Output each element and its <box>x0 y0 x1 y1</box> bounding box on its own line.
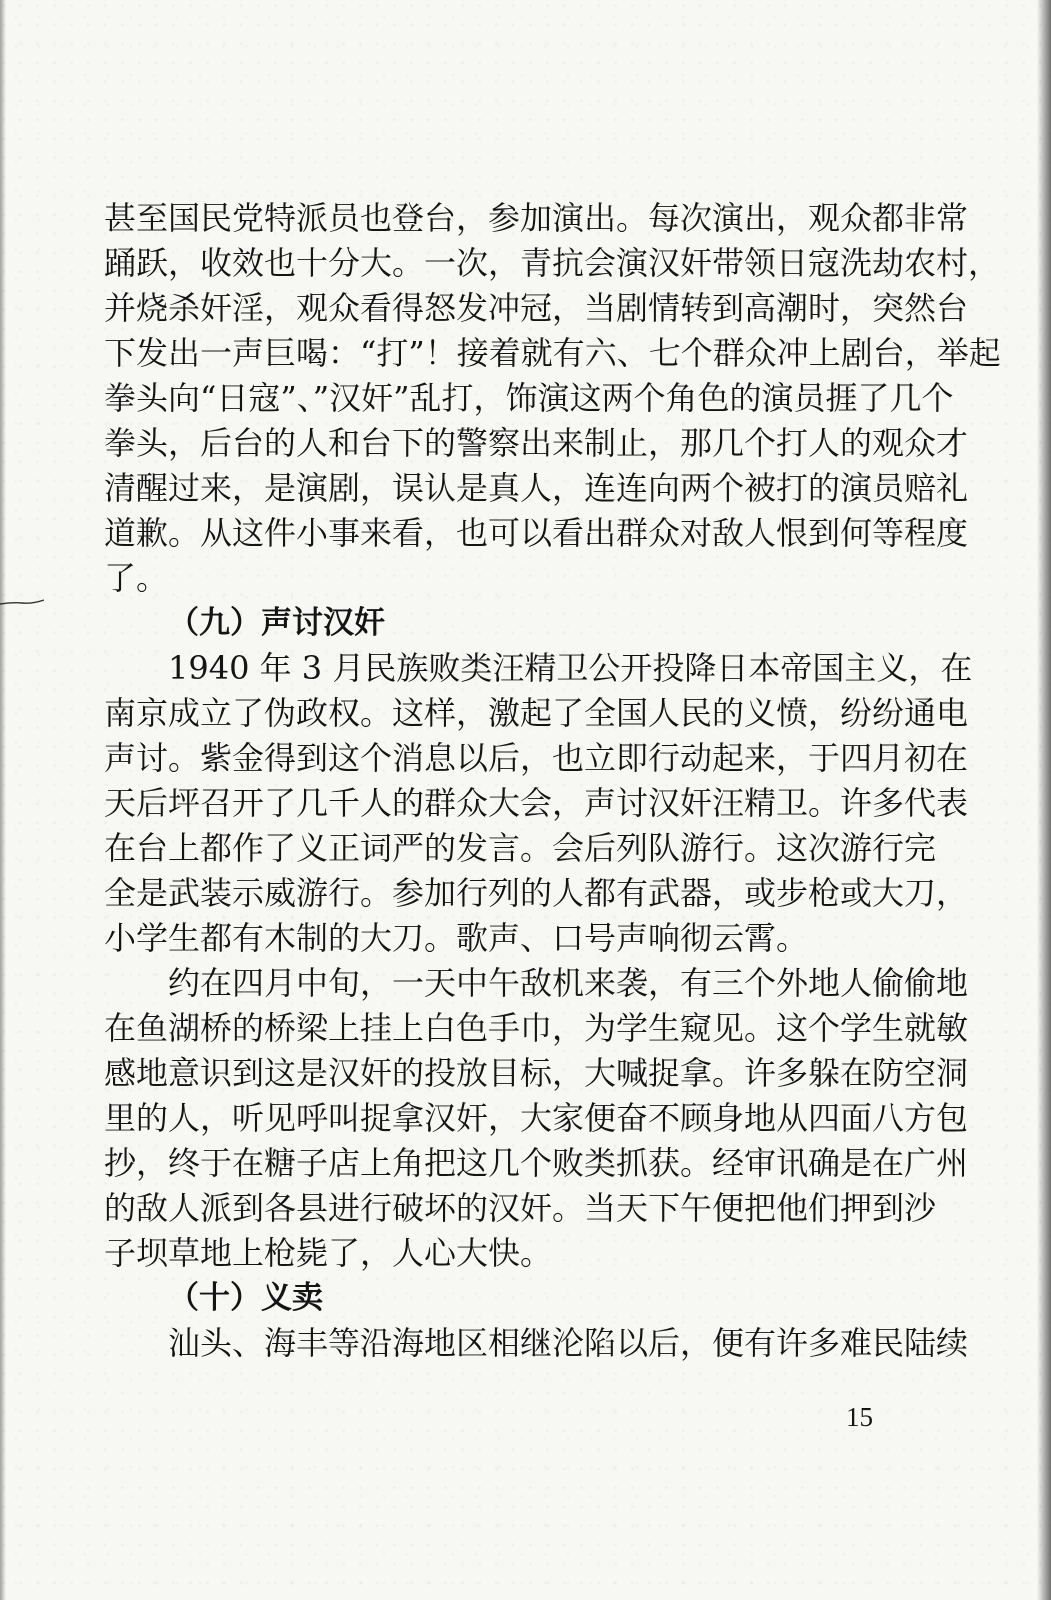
text-line: 踊跃，收效也十分大。一次，青抗会演汉奸带领日寇洗劫农村， <box>104 244 1001 282</box>
text-line: 感地意识到这是汉奸的投放目标，大喊捉拿。许多躲在防空洞 <box>104 1054 969 1092</box>
text-line: 里的人，听见呼叫捉拿汉奸，大家便奋不顾身地从四面八方包 <box>104 1099 969 1137</box>
margin-pen-mark <box>0 598 44 608</box>
text-line: 拳头向“日寇”、”汉奸”乱打，饰演这两个角色的演员捱了几个 <box>104 379 954 417</box>
text-line: 在台上都作了义正词严的发言。会后列队游行。这次游行完 <box>104 829 937 867</box>
text-line: 子坝草地上枪毙了，人心大快。 <box>104 1234 553 1272</box>
text-line: 并烧杀奸淫，观众看得怒发冲冠，当剧情转到高潮时，突然台 <box>104 289 969 327</box>
page-number: 15 <box>846 1402 873 1432</box>
section-heading-9: （九）声讨汉奸 <box>168 605 385 641</box>
text-line: 道歉。从这件小事来看，也可以看出群众对敌人恨到何等程度 <box>104 514 969 552</box>
text-line: 拳头，后台的人和台下的警察出来制止，那几个打人的观众才 <box>104 424 969 462</box>
text-line: 约在四月中旬，一天中午敌机来袭，有三个外地人偷偷地 <box>168 964 969 1002</box>
text-line: 抄，终于在糖子店上角把这几个败类抓获。经审讯确是在广州 <box>104 1144 969 1182</box>
text-line: 下发出一声巨喝：“打”！接着就有六、七个群众冲上剧台，举起 <box>104 334 1001 372</box>
text-line: 的敌人派到各县进行破坏的汉奸。当天下午便把他们押到沙 <box>104 1189 937 1227</box>
text-line: 天后坪召开了几千人的群众大会，声讨汉奸汪精卫。许多代表 <box>104 784 969 822</box>
right-edge-shadow <box>1037 0 1051 1600</box>
text-line: 小学生都有木制的大刀。歌声、口号声响彻云霄。 <box>104 919 809 957</box>
text-line: 声讨。紫金得到这个消息以后，也立即行动起来，于四月初在 <box>104 739 969 777</box>
text-line: 甚至国民党特派员也登台，参加演出。每次演出，观众都非常 <box>104 199 969 237</box>
text-line: 1940 年 3 月民族败类汪精卫公开投降日本帝国主义，在 <box>168 649 973 687</box>
text-line: 在鱼湖桥的桥梁上挂上白色手巾，为学生窥见。这个学生就敏 <box>104 1009 969 1047</box>
section-heading-10: （十）义卖 <box>168 1280 323 1316</box>
text-line: 汕头、海丰等沿海地区相继沦陷以后，便有许多难民陆续 <box>168 1324 969 1362</box>
text-line: 了。 <box>104 559 169 597</box>
text-line: 南京成立了伪政权。这样，激起了全国人民的义愤，纷纷通电 <box>104 694 969 732</box>
text-line: 清醒过来，是演剧，误认是真人，连连向两个被打的演员赔礼 <box>104 469 969 507</box>
body-text <box>104 196 1001 1366</box>
text-line: 全是武装示威游行。参加行列的人都有武器，或步枪或大刀， <box>104 874 969 912</box>
left-edge-shadow <box>0 0 6 1600</box>
